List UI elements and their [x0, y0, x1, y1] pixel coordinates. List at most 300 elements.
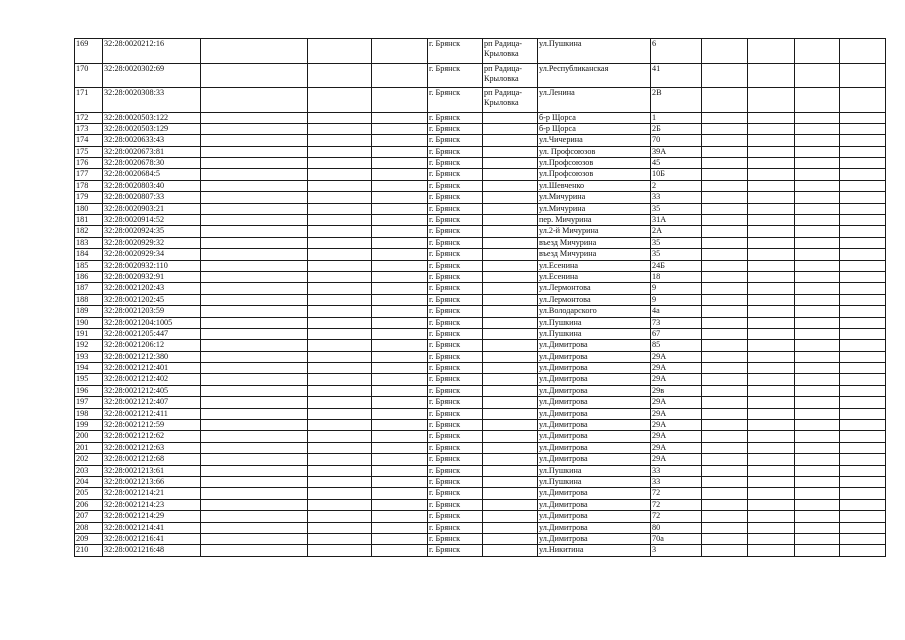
- empty-cell: [840, 135, 886, 146]
- street-cell: пер. Мичурина: [538, 215, 651, 226]
- locality-cell: [483, 454, 538, 465]
- street-cell: ул.Шевченко: [538, 180, 651, 191]
- empty-cell: [372, 374, 428, 385]
- locality-cell: [483, 226, 538, 237]
- cadastral-number: 32:28:0021212:380: [103, 351, 201, 362]
- street-cell: ул.Пушкина: [538, 477, 651, 488]
- city-cell: г. Брянск: [428, 226, 483, 237]
- house-number-cell: 31А: [651, 215, 702, 226]
- row-number: 177: [75, 169, 103, 180]
- empty-cell: [201, 499, 308, 510]
- empty-cell: [748, 385, 795, 396]
- empty-cell: [840, 499, 886, 510]
- empty-cell: [748, 363, 795, 374]
- empty-cell: [372, 363, 428, 374]
- empty-cell: [840, 340, 886, 351]
- city-cell: г. Брянск: [428, 249, 483, 260]
- table-row: [75, 499, 886, 510]
- city-cell: г. Брянск: [428, 306, 483, 317]
- street-cell: ул.Димитрова: [538, 351, 651, 362]
- table-row: [75, 180, 886, 191]
- empty-cell: [308, 385, 372, 396]
- empty-cell: [308, 408, 372, 419]
- locality-cell: [483, 477, 538, 488]
- empty-cell: [201, 397, 308, 408]
- empty-cell: [702, 408, 748, 419]
- house-number-cell: 35: [651, 237, 702, 248]
- row-number: 192: [75, 340, 103, 351]
- empty-cell: [201, 271, 308, 282]
- row-number: 173: [75, 123, 103, 134]
- cadastral-number: 32:28:0020503:129: [103, 123, 201, 134]
- empty-cell: [308, 454, 372, 465]
- empty-cell: [201, 465, 308, 476]
- empty-cell: [308, 283, 372, 294]
- empty-cell: [840, 431, 886, 442]
- empty-cell: [795, 180, 840, 191]
- empty-cell: [372, 192, 428, 203]
- house-number-cell: 73: [651, 317, 702, 328]
- empty-cell: [372, 351, 428, 362]
- row-number: 186: [75, 271, 103, 282]
- empty-cell: [748, 317, 795, 328]
- empty-cell: [702, 294, 748, 305]
- street-cell: ул.Чичерина: [538, 135, 651, 146]
- empty-cell: [201, 215, 308, 226]
- street-cell: ул.Есенина: [538, 271, 651, 282]
- empty-cell: [840, 328, 886, 339]
- empty-cell: [308, 328, 372, 339]
- empty-cell: [702, 397, 748, 408]
- empty-cell: [748, 283, 795, 294]
- empty-cell: [308, 374, 372, 385]
- empty-cell: [702, 249, 748, 260]
- empty-cell: [201, 363, 308, 374]
- cadastral-number: 32:28:0021216:41: [103, 533, 201, 544]
- street-cell: б-р Щорса: [538, 123, 651, 134]
- cadastral-number: 32:28:0021214:41: [103, 522, 201, 533]
- city-cell: г. Брянск: [428, 465, 483, 476]
- house-number-cell: 2В: [651, 88, 702, 113]
- table-row: [75, 88, 886, 113]
- street-cell: ул.Димитрова: [538, 363, 651, 374]
- cadastral-number: 32:28:0021212:62: [103, 431, 201, 442]
- house-number-cell: 29в: [651, 385, 702, 396]
- locality-cell: [483, 135, 538, 146]
- row-number: 178: [75, 180, 103, 191]
- empty-cell: [372, 123, 428, 134]
- empty-cell: [201, 522, 308, 533]
- house-number-cell: 35: [651, 203, 702, 214]
- empty-cell: [795, 203, 840, 214]
- row-number: 199: [75, 420, 103, 431]
- empty-cell: [702, 203, 748, 214]
- street-cell: ул.Димитрова: [538, 385, 651, 396]
- empty-cell: [308, 465, 372, 476]
- table-row: [75, 477, 886, 488]
- empty-cell: [840, 180, 886, 191]
- empty-cell: [795, 533, 840, 544]
- city-cell: г. Брянск: [428, 215, 483, 226]
- street-cell: ул.Димитрова: [538, 499, 651, 510]
- empty-cell: [702, 363, 748, 374]
- empty-cell: [201, 351, 308, 362]
- empty-cell: [201, 123, 308, 134]
- empty-cell: [840, 192, 886, 203]
- row-number: 191: [75, 328, 103, 339]
- table-row: [75, 39, 886, 64]
- empty-cell: [372, 146, 428, 157]
- empty-cell: [702, 442, 748, 453]
- cadastral-number: 32:28:0021212:59: [103, 420, 201, 431]
- row-number: 210: [75, 545, 103, 556]
- empty-cell: [840, 511, 886, 522]
- empty-cell: [840, 306, 886, 317]
- locality-cell: [483, 408, 538, 419]
- empty-cell: [201, 420, 308, 431]
- street-cell: ул.Димитрова: [538, 488, 651, 499]
- empty-cell: [372, 135, 428, 146]
- table-row: [75, 169, 886, 180]
- street-cell: ул.Лермонтова: [538, 294, 651, 305]
- table-row: [75, 533, 886, 544]
- empty-cell: [702, 465, 748, 476]
- cadastral-number: 32:28:0020903:21: [103, 203, 201, 214]
- empty-cell: [702, 283, 748, 294]
- locality-cell: рп Радица-Крыловка: [483, 39, 538, 64]
- empty-cell: [201, 408, 308, 419]
- empty-cell: [840, 454, 886, 465]
- table-row: [75, 420, 886, 431]
- empty-cell: [840, 123, 886, 134]
- empty-cell: [702, 374, 748, 385]
- empty-cell: [702, 431, 748, 442]
- empty-cell: [795, 511, 840, 522]
- table-row: [75, 215, 886, 226]
- empty-cell: [702, 317, 748, 328]
- street-cell: ул.Димитрова: [538, 533, 651, 544]
- empty-cell: [702, 511, 748, 522]
- empty-cell: [840, 294, 886, 305]
- empty-cell: [748, 203, 795, 214]
- city-cell: г. Брянск: [428, 431, 483, 442]
- empty-cell: [201, 511, 308, 522]
- empty-cell: [201, 306, 308, 317]
- cadastral-number: 32:28:0021212:402: [103, 374, 201, 385]
- empty-cell: [702, 385, 748, 396]
- house-number-cell: 18: [651, 271, 702, 282]
- table-row: [75, 442, 886, 453]
- row-number: 209: [75, 533, 103, 544]
- empty-cell: [372, 180, 428, 191]
- locality-cell: [483, 420, 538, 431]
- empty-cell: [201, 203, 308, 214]
- empty-cell: [840, 158, 886, 169]
- empty-cell: [795, 420, 840, 431]
- street-cell: ул.Профсоюзов: [538, 158, 651, 169]
- empty-cell: [201, 533, 308, 544]
- table-row: [75, 363, 886, 374]
- table-row: [75, 385, 886, 396]
- empty-cell: [795, 488, 840, 499]
- empty-cell: [372, 328, 428, 339]
- empty-cell: [372, 488, 428, 499]
- city-cell: г. Брянск: [428, 499, 483, 510]
- empty-cell: [372, 203, 428, 214]
- empty-cell: [795, 306, 840, 317]
- empty-cell: [840, 442, 886, 453]
- row-number: 183: [75, 237, 103, 248]
- locality-cell: [483, 385, 538, 396]
- row-number: 193: [75, 351, 103, 362]
- empty-cell: [795, 88, 840, 113]
- locality-cell: [483, 374, 538, 385]
- empty-cell: [795, 442, 840, 453]
- empty-cell: [372, 465, 428, 476]
- house-number-cell: 10Б: [651, 169, 702, 180]
- street-cell: ул.Димитрова: [538, 511, 651, 522]
- row-number: 182: [75, 226, 103, 237]
- locality-cell: [483, 488, 538, 499]
- empty-cell: [795, 351, 840, 362]
- empty-cell: [795, 283, 840, 294]
- locality-cell: [483, 169, 538, 180]
- cadastral-number: 32:28:0021212:407: [103, 397, 201, 408]
- street-cell: ул.Мичурина: [538, 203, 651, 214]
- empty-cell: [795, 397, 840, 408]
- city-cell: г. Брянск: [428, 135, 483, 146]
- cadastral-number: 32:28:0021212:68: [103, 454, 201, 465]
- empty-cell: [201, 477, 308, 488]
- empty-cell: [702, 306, 748, 317]
- row-number: 205: [75, 488, 103, 499]
- street-cell: ул.Димитрова: [538, 374, 651, 385]
- empty-cell: [795, 271, 840, 282]
- empty-cell: [795, 465, 840, 476]
- cadastral-number: 32:28:0020929:32: [103, 237, 201, 248]
- locality-cell: [483, 431, 538, 442]
- empty-cell: [201, 442, 308, 453]
- cadastral-number: 32:28:0021204:1005: [103, 317, 201, 328]
- city-cell: г. Брянск: [428, 88, 483, 113]
- empty-cell: [748, 237, 795, 248]
- table-row: [75, 408, 886, 419]
- cadastral-number: 32:28:0021214:23: [103, 499, 201, 510]
- empty-cell: [308, 237, 372, 248]
- city-cell: г. Брянск: [428, 283, 483, 294]
- empty-cell: [748, 294, 795, 305]
- empty-cell: [795, 135, 840, 146]
- city-cell: г. Брянск: [428, 169, 483, 180]
- empty-cell: [372, 237, 428, 248]
- city-cell: г. Брянск: [428, 203, 483, 214]
- empty-cell: [748, 158, 795, 169]
- city-cell: г. Брянск: [428, 511, 483, 522]
- row-number: 174: [75, 135, 103, 146]
- empty-cell: [372, 260, 428, 271]
- empty-cell: [795, 215, 840, 226]
- empty-cell: [702, 522, 748, 533]
- table-row: [75, 397, 886, 408]
- house-number-cell: 33: [651, 477, 702, 488]
- empty-cell: [748, 420, 795, 431]
- empty-cell: [840, 374, 886, 385]
- cadastral-number: 32:28:0020673:81: [103, 146, 201, 157]
- empty-cell: [308, 420, 372, 431]
- house-number-cell: 70а: [651, 533, 702, 544]
- empty-cell: [748, 442, 795, 453]
- empty-cell: [201, 180, 308, 191]
- street-cell: ул.Лермонтова: [538, 283, 651, 294]
- table-row: [75, 158, 886, 169]
- cadastral-number: 32:28:0020678:30: [103, 158, 201, 169]
- empty-cell: [201, 545, 308, 556]
- house-number-cell: 3: [651, 545, 702, 556]
- locality-cell: [483, 215, 538, 226]
- table-row: [75, 123, 886, 134]
- table-row: [75, 454, 886, 465]
- empty-cell: [748, 306, 795, 317]
- empty-cell: [748, 226, 795, 237]
- cadastral-number: 32:28:0021216:48: [103, 545, 201, 556]
- locality-cell: рп Радица-Крыловка: [483, 63, 538, 88]
- empty-cell: [795, 408, 840, 419]
- city-cell: г. Брянск: [428, 374, 483, 385]
- empty-cell: [372, 158, 428, 169]
- empty-cell: [840, 169, 886, 180]
- empty-cell: [308, 215, 372, 226]
- street-cell: ул.Пушкина: [538, 39, 651, 64]
- empty-cell: [795, 192, 840, 203]
- empty-cell: [372, 63, 428, 88]
- city-cell: г. Брянск: [428, 340, 483, 351]
- empty-cell: [795, 249, 840, 260]
- house-number-cell: 29А: [651, 351, 702, 362]
- city-cell: г. Брянск: [428, 271, 483, 282]
- cadastral-number: 32:28:0020633:43: [103, 135, 201, 146]
- empty-cell: [201, 488, 308, 499]
- empty-cell: [840, 249, 886, 260]
- cadastral-number: 32:28:0021213:61: [103, 465, 201, 476]
- empty-cell: [201, 374, 308, 385]
- empty-cell: [372, 477, 428, 488]
- empty-cell: [201, 226, 308, 237]
- empty-cell: [308, 533, 372, 544]
- empty-cell: [795, 477, 840, 488]
- locality-cell: [483, 260, 538, 271]
- empty-cell: [795, 431, 840, 442]
- empty-cell: [795, 123, 840, 134]
- cadastral-number: 32:28:0020684:5: [103, 169, 201, 180]
- empty-cell: [748, 431, 795, 442]
- locality-cell: [483, 533, 538, 544]
- house-number-cell: 72: [651, 499, 702, 510]
- table-row: [75, 522, 886, 533]
- empty-cell: [795, 385, 840, 396]
- house-number-cell: 29А: [651, 442, 702, 453]
- city-cell: г. Брянск: [428, 477, 483, 488]
- locality-cell: [483, 499, 538, 510]
- house-number-cell: 9: [651, 283, 702, 294]
- empty-cell: [702, 135, 748, 146]
- empty-cell: [840, 533, 886, 544]
- cadastral-number: 32:28:0020308:33: [103, 88, 201, 113]
- empty-cell: [840, 317, 886, 328]
- cadastral-number: 32:28:0021214:29: [103, 511, 201, 522]
- empty-cell: [308, 442, 372, 453]
- cadastral-number: 32:28:0021213:66: [103, 477, 201, 488]
- locality-cell: [483, 123, 538, 134]
- empty-cell: [795, 545, 840, 556]
- empty-cell: [840, 88, 886, 113]
- empty-cell: [795, 237, 840, 248]
- empty-cell: [372, 385, 428, 396]
- street-cell: ул.2-й Мичурина: [538, 226, 651, 237]
- empty-cell: [372, 522, 428, 533]
- house-number-cell: 39А: [651, 146, 702, 157]
- city-cell: г. Брянск: [428, 237, 483, 248]
- empty-cell: [372, 112, 428, 123]
- house-number-cell: 2Б: [651, 123, 702, 134]
- cadastral-number: 32:28:0020503:122: [103, 112, 201, 123]
- city-cell: г. Брянск: [428, 351, 483, 362]
- empty-cell: [372, 499, 428, 510]
- table-row: [75, 351, 886, 362]
- empty-cell: [702, 499, 748, 510]
- row-number: 176: [75, 158, 103, 169]
- city-cell: г. Брянск: [428, 294, 483, 305]
- empty-cell: [795, 522, 840, 533]
- empty-cell: [372, 511, 428, 522]
- house-number-cell: 72: [651, 511, 702, 522]
- locality-cell: [483, 351, 538, 362]
- empty-cell: [372, 169, 428, 180]
- empty-cell: [308, 271, 372, 282]
- empty-cell: [840, 477, 886, 488]
- empty-cell: [308, 123, 372, 134]
- empty-cell: [308, 180, 372, 191]
- cadastral-number: 32:28:0021203:59: [103, 306, 201, 317]
- house-number-cell: 29А: [651, 408, 702, 419]
- empty-cell: [372, 317, 428, 328]
- empty-cell: [201, 63, 308, 88]
- empty-cell: [308, 39, 372, 64]
- empty-cell: [201, 431, 308, 442]
- house-number-cell: 29А: [651, 431, 702, 442]
- empty-cell: [702, 477, 748, 488]
- empty-cell: [372, 226, 428, 237]
- cadastral-number: 32:28:0021206:12: [103, 340, 201, 351]
- empty-cell: [308, 306, 372, 317]
- empty-cell: [308, 431, 372, 442]
- table-row: [75, 545, 886, 556]
- empty-cell: [702, 420, 748, 431]
- city-cell: г. Брянск: [428, 63, 483, 88]
- street-cell: ул.Димитрова: [538, 431, 651, 442]
- row-number: 171: [75, 88, 103, 113]
- street-cell: ул.Димитрова: [538, 420, 651, 431]
- cadastral-number: 32:28:0021202:43: [103, 283, 201, 294]
- empty-cell: [372, 271, 428, 282]
- empty-cell: [840, 146, 886, 157]
- empty-cell: [795, 499, 840, 510]
- empty-cell: [702, 226, 748, 237]
- empty-cell: [748, 112, 795, 123]
- empty-cell: [308, 397, 372, 408]
- empty-cell: [308, 340, 372, 351]
- empty-cell: [308, 522, 372, 533]
- house-number-cell: 67: [651, 328, 702, 339]
